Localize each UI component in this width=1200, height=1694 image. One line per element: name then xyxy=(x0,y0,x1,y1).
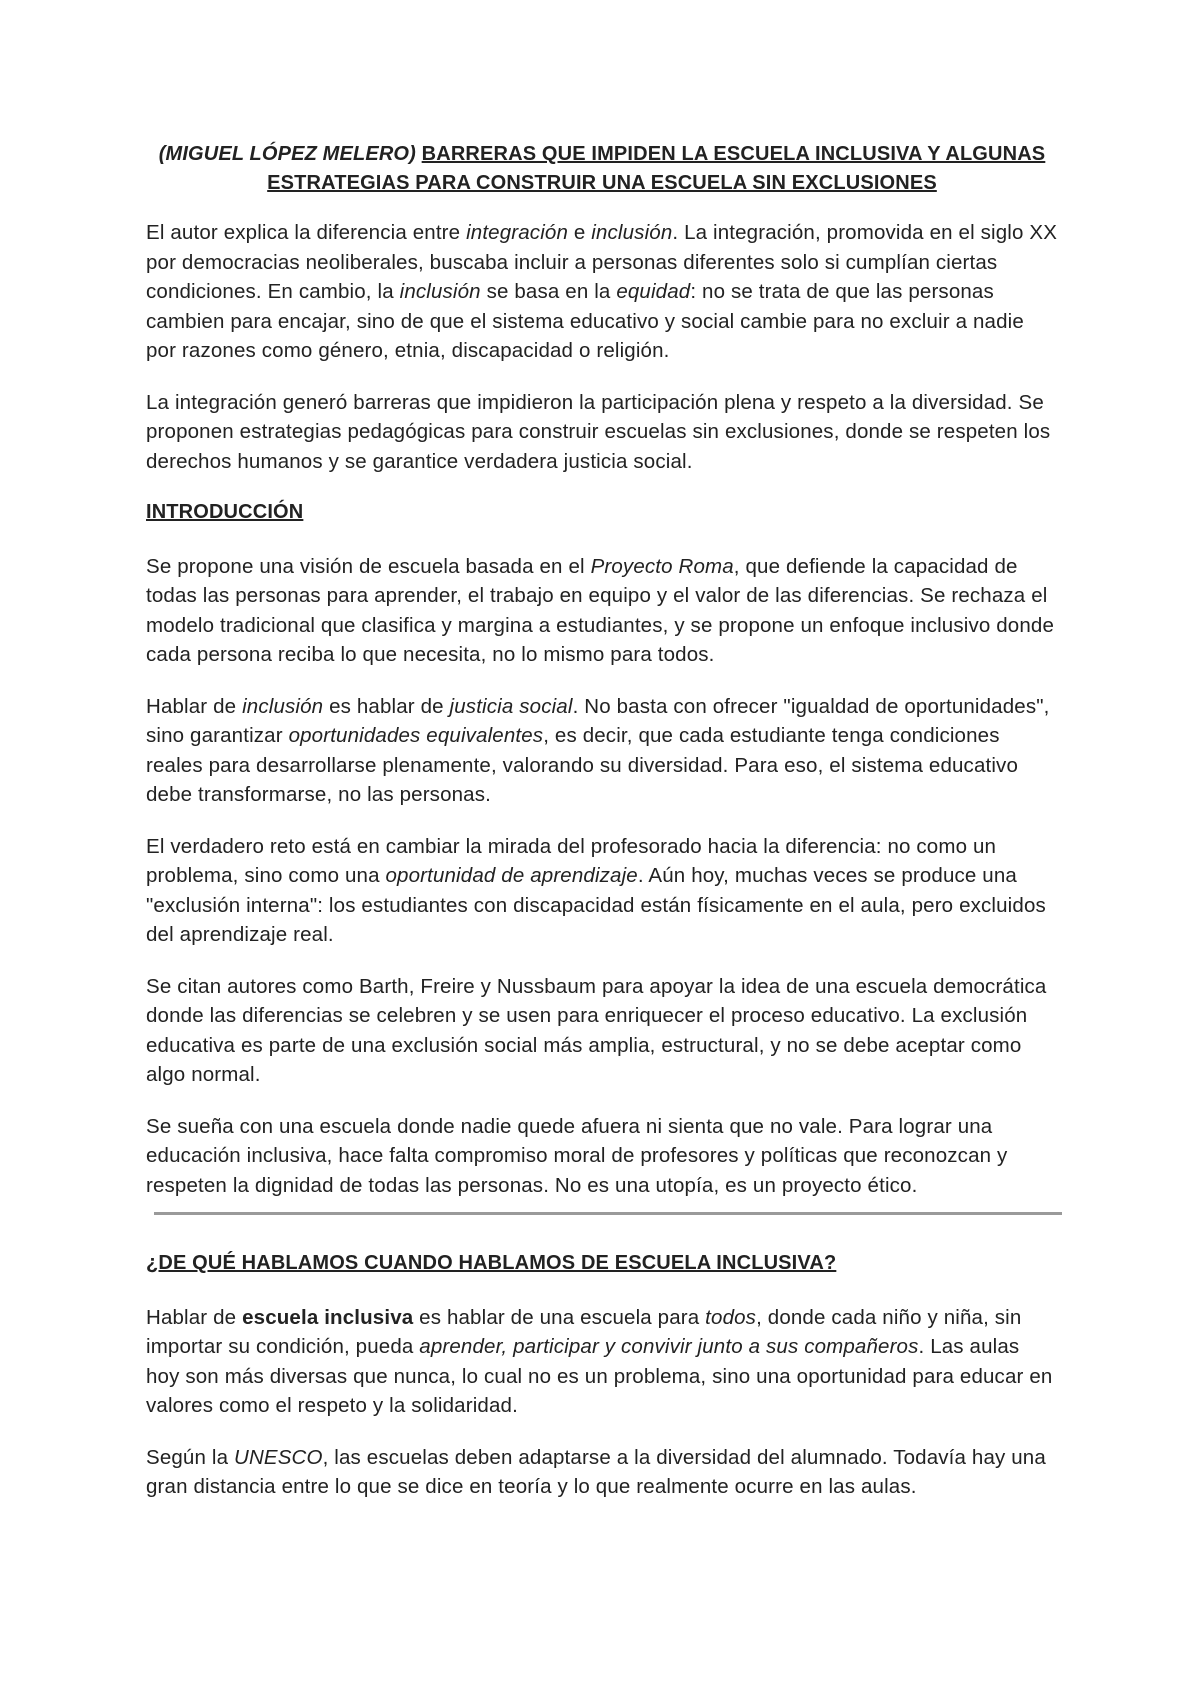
text-run: . No basta con ofrecer "igualdad de oportunidades", sino garantizar xyxy=(146,694,1050,747)
section-heading: ¿DE QUÉ HABLAMOS CUANDO HABLAMOS DE ESCUELA INCLUSIVA? xyxy=(146,1252,837,1274)
text-run: . Aún hoy, muchas veces se produce una "exclusión interna": los estudiantes con discapacidad están físicamente en el aula, pero excluidos del aprendizaje real. xyxy=(146,864,1046,946)
emphasis-text: oportunidades equivalentes xyxy=(288,724,544,747)
emphasis-text: integración xyxy=(466,221,569,244)
emphasis-text: equidad xyxy=(616,280,691,303)
paragraph xyxy=(146,832,1058,950)
emphasis-text: UNESCO xyxy=(233,1445,323,1469)
text-run: Se sueña con una escuela donde nadie quede afuera ni sienta que no vale. Para lograr una educación inclusiva, hace falta compromiso moral de profesores y políticas que reconozcan y respeten la dignidad de todas las personas. No es una utopía, es un proyecto ético. xyxy=(146,1114,1008,1197)
section-escuela-inclusiva xyxy=(146,1249,1058,1502)
text-run: : no se trata de que las personas cambien para encajar, sino de que el sistema educativo y social cambie para no excluir a nadie por razones como género, etnia, discapacidad o religión. xyxy=(146,280,1024,362)
text-run: Hablar de xyxy=(146,1305,243,1329)
emphasis-text: todos xyxy=(705,1305,757,1329)
text-run: , donde cada niño y niña, sin importar su condición, pueda xyxy=(146,1305,1022,1358)
paragraph xyxy=(146,1112,1058,1201)
section-introduccion xyxy=(146,498,1058,1200)
text-run: Se citan autores como Barth, Freire y Nussbaum para apoyar la idea de una escuela democrática donde las diferencias se celebren y se usen para enriquecer el proceso educativo. La exclusión educativa es parte de una exclusión social más amplia, estructural, y no se debe aceptar como algo normal. xyxy=(146,974,1047,1086)
text-run: es hablar de una escuela para xyxy=(413,1305,706,1329)
text-run: Se propone una visión de escuela basada en el xyxy=(146,554,591,578)
paragraph xyxy=(146,1443,1058,1502)
intro-section xyxy=(146,218,1058,476)
paragraph xyxy=(146,1303,1058,1421)
title-main: BARRERAS QUE IMPIDEN LA ESCUELA INCLUSIVA Y ALGUNAS ESTRATEGIAS PARA CONSTRUIR UNA ESCUELA SIN EXCLUSIONES xyxy=(267,143,1046,194)
text-run: e xyxy=(568,221,592,244)
emphasis-text: inclusión xyxy=(399,280,481,303)
text-run: . La integración, promovida en el siglo XX por democracias neoliberales, buscaba incluir a personas diferentes solo si cumplían ciertas condiciones. En cambio, la xyxy=(146,221,1058,303)
paragraph xyxy=(146,552,1058,670)
text-run: El autor explica la diferencia entre xyxy=(146,221,467,244)
text-run: se basa en la xyxy=(480,280,617,303)
emphasis-text: oportunidad de aprendizaje xyxy=(385,864,638,887)
horizontal-divider xyxy=(154,1212,1062,1215)
emphasis-text: inclusión xyxy=(242,694,324,718)
text-run: , es decir, que cada estudiante tenga condiciones reales para desarrollarse plenamente, valorando su diversidad. Para eso, el sistema educativo debe transformarse, no las personas. xyxy=(146,724,1019,806)
emphasis-text: inclusión xyxy=(591,221,673,244)
text-run: , que defiende la capacidad de todas las personas para aprender, el trabajo en equipo y el valor de las diferencias. Se rechaza el modelo tradicional que clasifica y margina a estudiantes, y se propone un enfoque inclusivo donde cada persona reciba lo que necesita, no lo mismo para todos. xyxy=(146,554,1055,666)
paragraph xyxy=(146,218,1058,366)
text-run: Hablar de xyxy=(146,694,243,718)
emphasis-text: Proyecto Roma xyxy=(590,554,734,578)
text-run: es hablar de xyxy=(323,694,450,718)
paragraph xyxy=(146,388,1058,477)
emphasis-text: aprender, participar y convivir junto a sus compañeros xyxy=(419,1335,919,1358)
text-run: El verdadero reto está en cambiar la mirada del profesorado hacia la diferencia: no como un problema, sino como una xyxy=(146,834,997,887)
section-heading: INTRODUCCIÓN xyxy=(146,501,304,523)
paragraph xyxy=(146,692,1058,810)
bold-text: escuela inclusiva xyxy=(242,1305,414,1329)
paragraph xyxy=(146,972,1058,1090)
title-author: (MIGUEL LÓPEZ MELERO) xyxy=(158,143,416,165)
text-run: , las escuelas deben adaptarse a la diversidad del alumnado. Todavía hay una gran distancia entre lo que se dice en teoría y lo que realmente ocurre en las aulas. xyxy=(146,1445,1046,1498)
text-run: La integración generó barreras que impidieron la participación plena y respeto a la diversidad. Se proponen estrategias pedagógicas para construir escuelas sin exclusiones, donde se respeten los derechos humanos y se garantice verdadera justicia social. xyxy=(146,390,1051,473)
emphasis-text: justicia social xyxy=(449,694,573,718)
document-title xyxy=(146,140,1058,198)
document-body xyxy=(146,140,1058,1524)
text-run: . Las aulas hoy son más diversas que nunca, lo cual no es un problema, sino una oportunidad para educar en valores como el respeto y la solidaridad. xyxy=(146,1335,1053,1417)
text-run: Según la xyxy=(146,1445,234,1469)
